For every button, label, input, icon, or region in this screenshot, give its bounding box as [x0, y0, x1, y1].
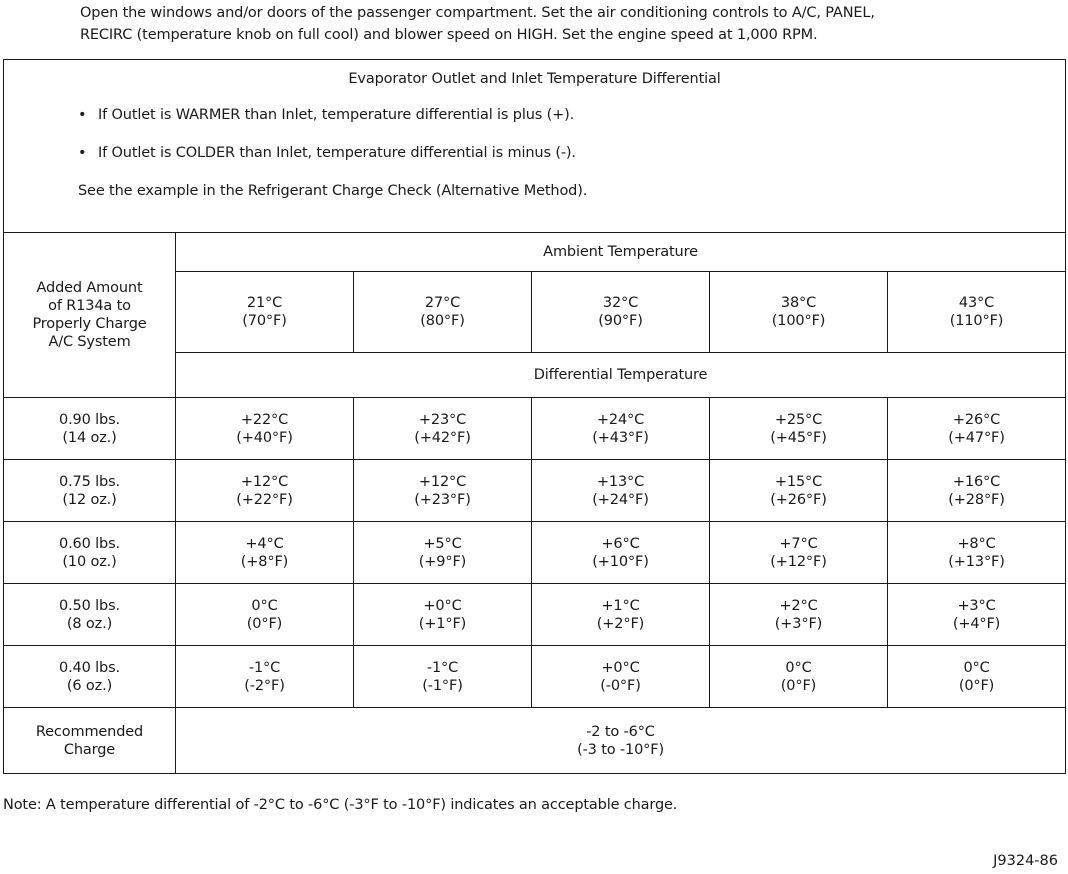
table-row — [4, 646, 1066, 708]
ambient-temp-cell: 38°C (100°F) — [710, 272, 888, 353]
info-example: See the example in the Refrigerant Charge Check (Alternative Method). — [78, 183, 588, 199]
info-bullet-colder — [4, 144, 1065, 182]
recommended-charge-value: -2 to -6°C (-3 to -10°F) — [176, 708, 1066, 774]
table-row — [4, 460, 1066, 522]
differential-cell: -1°C (-1°F) — [354, 646, 532, 708]
recommended-charge-row — [4, 708, 1066, 774]
differential-cell: +25°C (+45°F) — [710, 398, 888, 460]
recommended-charge-label: Recommended Charge — [4, 708, 176, 774]
differential-cell: +0°C (+1°F) — [354, 584, 532, 646]
differential-cell: +12°C (+23°F) — [354, 460, 532, 522]
amount-cell: 0.90 lbs. (14 oz.) — [4, 398, 176, 460]
table-row — [4, 398, 1066, 460]
instructions-paragraph — [80, 2, 1040, 46]
ambient-temp-cell: 27°C (80°F) — [354, 272, 532, 353]
ambient-temp-cell: 32°C (90°F) — [532, 272, 710, 353]
differential-cell: +2°C (+3°F) — [710, 584, 888, 646]
differential-cell: 0°C (0°F) — [176, 584, 354, 646]
bullet-icon: • — [78, 107, 87, 123]
info-title: Evaporator Outlet and Inlet Temperature Differential — [348, 71, 721, 87]
differential-cell: +13°C (+24°F) — [532, 460, 710, 522]
differential-cell: 0°C (0°F) — [710, 646, 888, 708]
amount-cell: 0.50 lbs. (8 oz.) — [4, 584, 176, 646]
amount-cell: 0.40 lbs. (6 oz.) — [4, 646, 176, 708]
differential-cell: +22°C (+40°F) — [176, 398, 354, 460]
instructions-line-1: Open the windows and/or doors of the passenger compartment. Set the air conditioning controls to A/C, PANEL, — [80, 5, 875, 21]
differential-cell: +23°C (+42°F) — [354, 398, 532, 460]
differential-cell: +8°C (+13°F) — [888, 522, 1066, 584]
ambient-temperature-header: Ambient Temperature — [176, 233, 1066, 272]
differential-cell: +6°C (+10°F) — [532, 522, 710, 584]
differential-cell: +7°C (+12°F) — [710, 522, 888, 584]
info-bullet-text: If Outlet is WARMER than Inlet, temperature differential is plus (+). — [98, 107, 575, 123]
bullet-icon: • — [78, 145, 87, 161]
differential-cell: +26°C (+47°F) — [888, 398, 1066, 460]
differential-cell: +0°C (-0°F) — [532, 646, 710, 708]
differential-cell: 0°C (0°F) — [888, 646, 1066, 708]
ambient-temp-cell: 21°C (70°F) — [176, 272, 354, 353]
differential-cell: +1°C (+2°F) — [532, 584, 710, 646]
differential-temperature-header: Differential Temperature — [176, 353, 1066, 398]
differential-info-box — [4, 60, 1066, 233]
table-row — [4, 522, 1066, 584]
table-row — [4, 584, 1066, 646]
info-bullet-warmer — [4, 106, 1065, 144]
instructions-line-2: RECIRC (temperature knob on full cool) and blower speed on HIGH. Set the engine speed at 1,000 RPM. — [80, 27, 818, 43]
differential-cell: +12°C (+22°F) — [176, 460, 354, 522]
differential-cell: +24°C (+43°F) — [532, 398, 710, 460]
added-amount-header: Added Amount of R134a to Properly Charge A/C System — [4, 233, 176, 398]
differential-cell: +5°C (+9°F) — [354, 522, 532, 584]
acceptable-charge-note: Note: A temperature differential of -2°C to -6°C (-3°F to -10°F) indicates an acceptable charge. — [3, 797, 678, 813]
amount-cell: 0.75 lbs. (12 oz.) — [4, 460, 176, 522]
differential-cell: +16°C (+28°F) — [888, 460, 1066, 522]
differential-cell: +15°C (+26°F) — [710, 460, 888, 522]
differential-cell: -1°C (-2°F) — [176, 646, 354, 708]
differential-cell: +3°C (+4°F) — [888, 584, 1066, 646]
info-bullet-text: If Outlet is COLDER than Inlet, temperature differential is minus (-). — [98, 145, 576, 161]
ambient-temp-cell: 43°C (110°F) — [888, 272, 1066, 353]
differential-cell: +4°C (+8°F) — [176, 522, 354, 584]
figure-id: J9324-86 — [993, 853, 1058, 869]
amount-cell: 0.60 lbs. (10 oz.) — [4, 522, 176, 584]
refrigerant-charge-table — [3, 59, 1066, 774]
